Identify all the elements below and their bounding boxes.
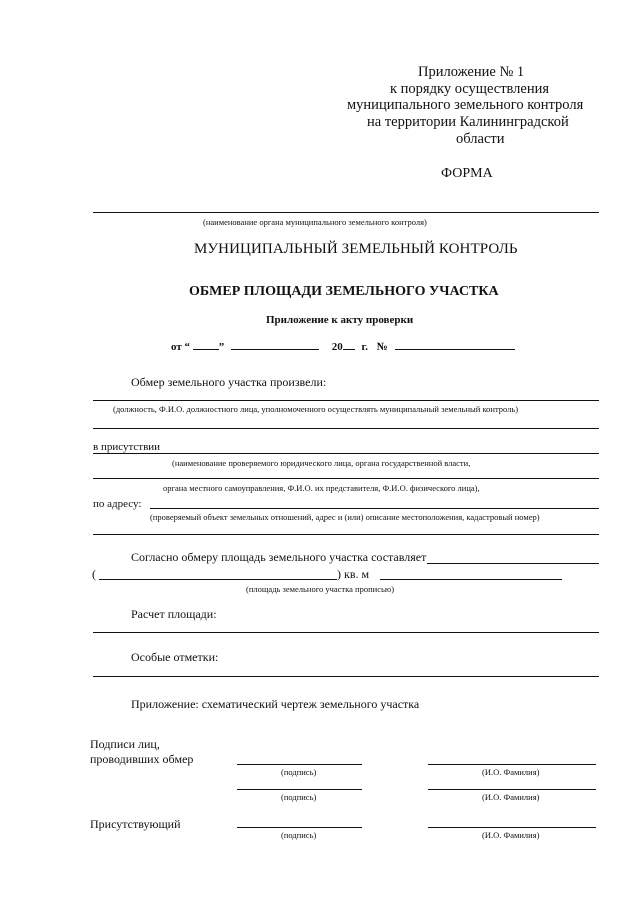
address-line-2: [93, 534, 599, 535]
signature-line-2: [237, 789, 362, 790]
notes-line: [93, 676, 599, 677]
signature-line-1: [237, 764, 362, 765]
day-blank: [193, 339, 219, 350]
form-label: ФОРМА: [441, 166, 493, 181]
date-number-sign: №: [376, 341, 388, 353]
header-appendix-no: Приложение № 1: [418, 64, 525, 80]
signature-caption-3: (подпись): [281, 830, 317, 840]
area-text: Согласно обмеру площадь земельного участка составляет: [131, 550, 427, 564]
official-line: [93, 400, 599, 401]
address-label: по адресу:: [93, 498, 142, 510]
header-line4: на территории Калининградской: [367, 114, 569, 130]
header-line3: муниципального земельного контроля: [347, 97, 584, 113]
present-label: Присутствующий: [90, 817, 181, 831]
date-year: 20: [331, 341, 343, 353]
area-unit: ) кв. м: [337, 567, 370, 581]
area-words-line: [99, 579, 337, 580]
signatures-label-1: Подписи лиц,: [90, 737, 160, 751]
presence-caption-1: (наименование проверяемого юридического лица, органа государственной власти,: [172, 458, 471, 468]
measured-by-label: Обмер земельного участка произвели:: [131, 375, 327, 389]
notes-label: Особые отметки:: [131, 650, 219, 664]
org-name-line: [93, 212, 599, 213]
name-caption-1: (И.О. Фамилия): [482, 767, 540, 777]
area-value-line: [427, 563, 599, 564]
area-tail-line: [380, 579, 562, 580]
presence-caption-2: органа местного самоуправления, Ф.И.О. их представителя, Ф.И.О. физического лица),: [163, 483, 480, 493]
official-caption: (должность, Ф.И.О. должностного лица, уполномоченного осуществлять муниципальный земельный контроль): [113, 404, 519, 414]
year-blank: [343, 339, 355, 350]
signature-caption-1: (подпись): [281, 767, 317, 777]
address-line: [150, 508, 599, 509]
presence-line-2: [93, 478, 599, 479]
calc-label: Расчет площади:: [131, 607, 217, 621]
number-blank: [395, 339, 515, 350]
signature-caption-2: (подпись): [281, 792, 317, 802]
calc-line: [93, 632, 599, 633]
presence-line: [93, 453, 599, 454]
doc-title: ОБМЕР ПЛОЩАДИ ЗЕМЕЛЬНОГО УЧАСТКА: [189, 284, 499, 299]
address-caption: (проверяемый объект земельных отношений, адрес и (или) описание местоположения, кадастровый номер): [150, 512, 540, 522]
area-open-paren: (: [92, 567, 96, 581]
name-line-3: [428, 827, 596, 828]
attachment-text: Приложение: схематический чертеж земельного участка: [131, 697, 420, 711]
month-blank: [231, 339, 319, 350]
signature-line-3: [237, 827, 362, 828]
name-caption-3: (И.О. Фамилия): [482, 830, 540, 840]
signatures-label-2: проводивших обмер: [90, 752, 194, 766]
subtitle: Приложение к акту проверки: [266, 314, 414, 326]
date-from: от “: [171, 341, 191, 353]
name-line-1: [428, 764, 596, 765]
header-line5: области: [456, 131, 505, 147]
name-line-2: [428, 789, 596, 790]
presence-label: в присутствии: [93, 441, 161, 453]
control-title: МУНИЦИПАЛЬНЫЙ ЗЕМЕЛЬНЫЙ КОНТРОЛЬ: [194, 241, 518, 257]
date-close-quote: ”: [218, 341, 225, 353]
header-line2: к порядку осуществления: [390, 81, 550, 97]
date-line: [171, 339, 515, 353]
date-year-suffix: г.: [361, 341, 369, 353]
name-caption-2: (И.О. Фамилия): [482, 792, 540, 802]
org-caption: (наименование органа муниципального земельного контроля): [203, 217, 427, 227]
area-caption: (площадь земельного участка прописью): [246, 584, 395, 594]
official-line-2: [93, 428, 599, 429]
